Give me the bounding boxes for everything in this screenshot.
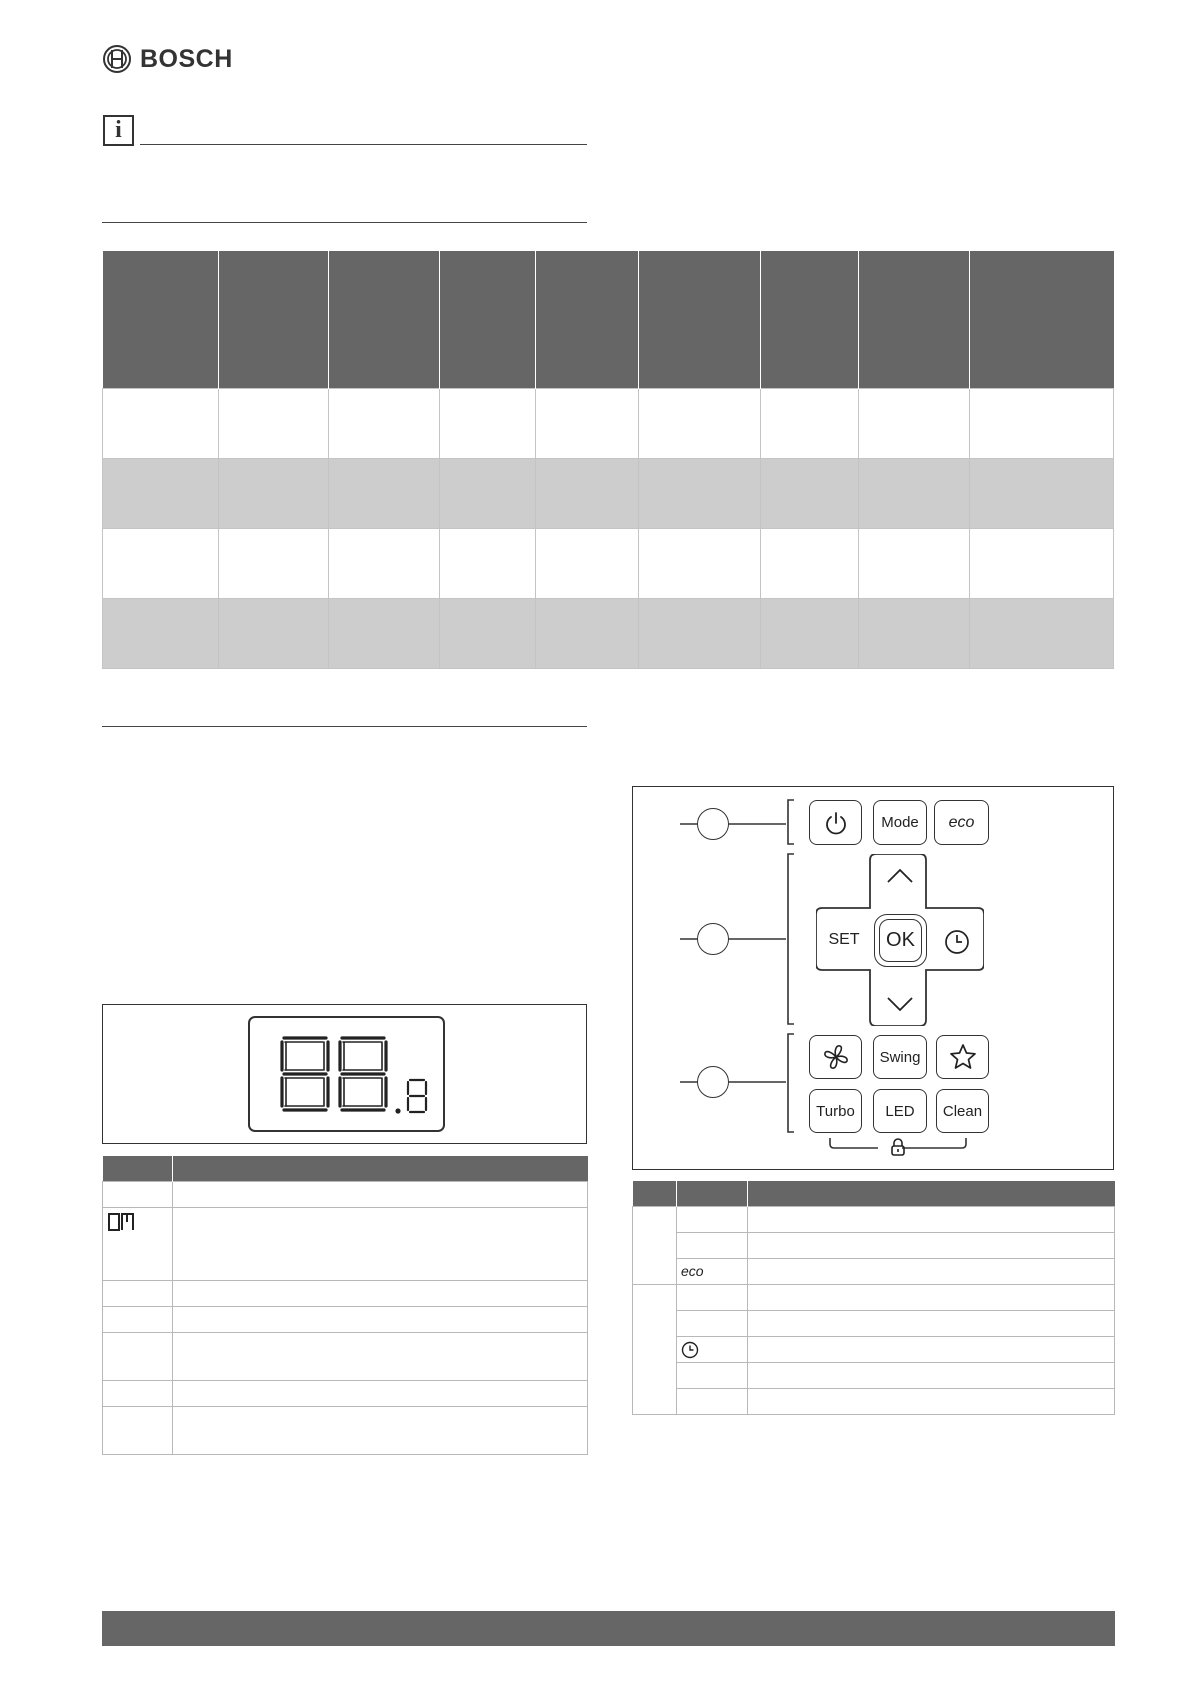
clean-button[interactable]	[936, 1089, 989, 1133]
turbo-label: Turbo	[816, 1102, 855, 1120]
clock-icon	[681, 1341, 699, 1359]
table-row	[633, 1389, 1115, 1415]
star-icon	[948, 1042, 978, 1072]
up-button[interactable]	[884, 864, 916, 888]
section-rule-2	[102, 726, 587, 727]
footer-bar	[102, 1611, 1115, 1646]
timer-button[interactable]	[943, 928, 971, 956]
info-icon: i	[103, 115, 134, 146]
table-row	[103, 1307, 588, 1333]
table-row	[633, 1207, 1115, 1233]
table-row	[633, 1363, 1115, 1389]
fan-icon	[820, 1041, 852, 1073]
brand-name: BOSCH	[140, 44, 233, 73]
mode-button[interactable]	[873, 800, 927, 845]
fan-button[interactable]	[809, 1035, 862, 1079]
remote-legend-table	[632, 1181, 1115, 1415]
eco-button[interactable]	[934, 800, 989, 845]
spec-table	[102, 251, 1114, 669]
spec-table-header	[103, 251, 1114, 389]
table-row	[103, 459, 1114, 529]
set-label: SET	[828, 931, 860, 948]
set-button[interactable]	[822, 928, 866, 952]
table-row	[103, 389, 1114, 459]
lcd-display	[248, 1016, 445, 1132]
brand-logo	[102, 44, 233, 74]
callout-1	[697, 808, 729, 840]
favorite-button[interactable]	[936, 1035, 989, 1079]
swing-label: Swing	[879, 1048, 921, 1066]
clean-label: Clean	[942, 1102, 983, 1120]
table-row	[633, 1337, 1115, 1363]
lock-icon	[889, 1137, 907, 1157]
power-icon	[823, 810, 849, 836]
turbo-button[interactable]	[809, 1089, 862, 1133]
on-symbol-icon	[107, 1212, 135, 1232]
table-row	[103, 1182, 588, 1208]
swing-button[interactable]	[873, 1035, 927, 1079]
table-row	[103, 1381, 588, 1407]
display-legend-table	[102, 1156, 588, 1455]
table-row	[633, 1259, 1115, 1285]
eco-icon: eco	[681, 1262, 704, 1279]
table-header	[633, 1181, 1115, 1207]
bosch-armature-icon	[102, 44, 132, 74]
table-row	[633, 1311, 1115, 1337]
led-button[interactable]	[873, 1089, 927, 1133]
table-row	[633, 1285, 1115, 1311]
section-rule-1	[102, 222, 587, 223]
table-row	[633, 1233, 1115, 1259]
table-row	[103, 1208, 588, 1281]
ok-label: OK	[886, 929, 915, 951]
seven-segment-digits	[250, 1018, 443, 1130]
power-button[interactable]	[809, 800, 862, 845]
chevron-up-icon	[884, 864, 916, 888]
clock-icon	[943, 928, 971, 956]
down-button[interactable]	[884, 992, 916, 1016]
led-label: LED	[885, 1102, 915, 1120]
chevron-down-icon	[884, 992, 916, 1016]
callout-2	[697, 923, 729, 955]
table-row	[103, 1281, 588, 1307]
info-note-rule	[140, 144, 587, 145]
table-header	[103, 1156, 588, 1182]
table-row	[103, 529, 1114, 599]
table-row	[103, 1407, 588, 1455]
eco-label: eco	[948, 813, 975, 831]
table-row	[103, 599, 1114, 669]
ok-button[interactable]	[874, 914, 927, 967]
mode-label: Mode	[881, 814, 919, 831]
callout-3	[697, 1066, 729, 1098]
table-row	[103, 1333, 588, 1381]
